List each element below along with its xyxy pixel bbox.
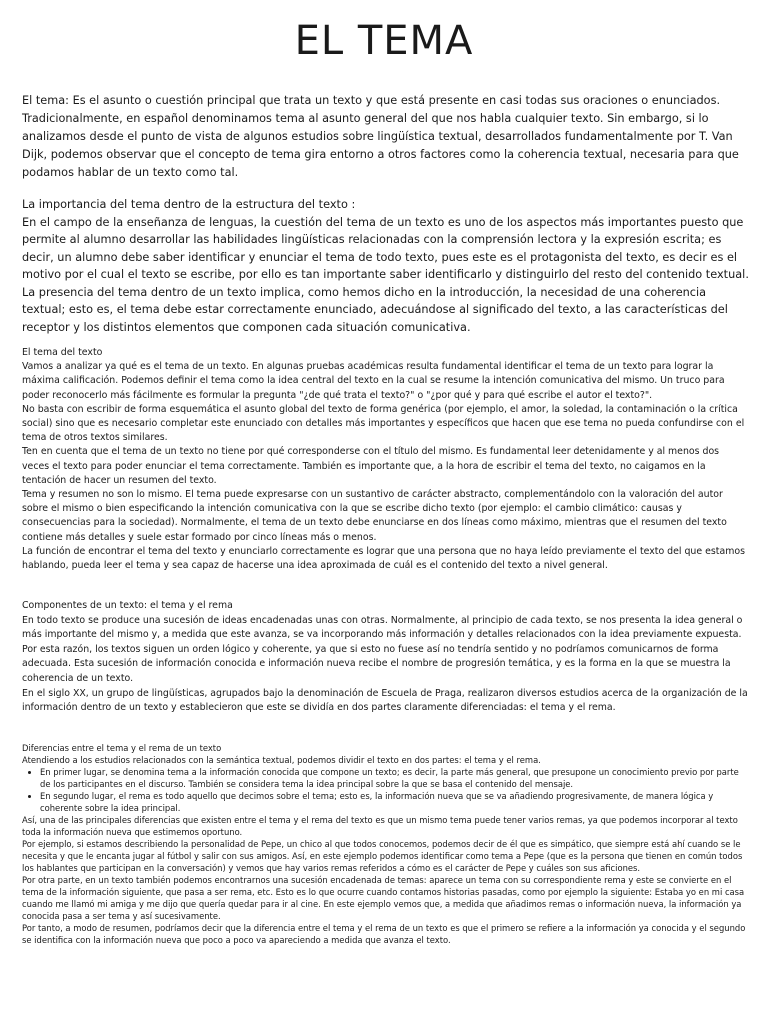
- componentes-paragraph-1: En todo texto se produce una sucesión de ideas encadenadas unas con otras. Normalmente, al principio de cada texto, se nos presenta la idea general o más importante del mismo y, a medida que este avanza, se va incorporando más información y detalles relacionados con la idea previamente expuesta.: [22, 614, 743, 641]
- tema-del-texto-paragraph-4: Tema y resumen no son lo mismo. El tema puede expresarse con un sustantivo de carácter abstracto, complementándolo con la valoración del autor sobre el mismo o bien especificando la intención comunicativa con la que se escribe dicho texto (por ejemplo: el cambio climático: causas y consecuencias para la sociedad). Normalmente, el tema de un texto debe enunciarse en dos líneas como máximo, mientras que el resumen del texto contiene más detalles y suele estar formado por cinco líneas más o menos.: [22, 489, 727, 543]
- diferencias-intro: Atendiendo a los estudios relacionados con la semántica textual, podemos dividir el texto en dos partes: el tema y el rema.: [22, 755, 541, 765]
- tema-del-texto-section: [22, 346, 748, 573]
- tema-del-texto-paragraph-1: Vamos a analizar ya qué es el tema de un texto. En algunas pruebas académicas resulta fundamental identificar el tema de un texto para lograr la máxima calificación. Podemos definir el tema como la idea central del texto en la cual se resume la intención comunicativa del mismo. Un truco para poder reconocerlo más fácilmente es formular la pregunta "¿de qué trata el texto?" o "¿por qué y para qué escribe el autor el texto?".: [22, 361, 725, 401]
- componentes-paragraph-3: En el siglo XX, un grupo de lingüísticas, agrupados bajo la denominación de Escuela de Praga, realizaron diversos estudios acerca de la organización de la información dentro de un texto y establecieron que este se dividía en dos partes claramente diferenciadas: el tema y el rema.: [22, 687, 748, 714]
- componentes-heading: Componentes de un texto: el tema y el rema: [22, 600, 233, 611]
- diferencias-heading: Diferencias entre el tema y el rema de un texto: [22, 743, 222, 753]
- importance-section: [22, 196, 750, 336]
- tema-del-texto-paragraph-3: Ten en cuenta que el tema de un texto no tiene por qué corresponderse con el título del mismo. Es fundamental leer detenidamente y al menos dos veces el texto para poder enunciar el tema correctamente. También es importante que, a la hora de escribir el tema del texto, no caigamos en la tentación de hacer un resumen del texto.: [22, 446, 720, 486]
- componentes-paragraph-2: Por esta razón, los textos siguen un orden lógico y coherente, ya que si esto no fuese así no tendría sentido y no podríamos comunicarnos de forma adecuada. Esta sucesión de información conocida e información nueva recibe el nombre de progresión temática, y es la forma en la que se muestra la coherencia de un texto.: [22, 643, 731, 684]
- tema-del-texto-heading: El tema del texto: [22, 347, 103, 358]
- diferencias-paragraph-1: Así, una de las principales diferencias que existen entre el tema y el rema del texto es que un mismo tema puede tener varios remas, ya que podemos incorporar al texto toda la información nueva que estimemos oportuno.: [22, 815, 738, 837]
- diferencias-paragraph-2: Por ejemplo, si estamos describiendo la personalidad de Pepe, un chico al que todos conocemos, podemos decir de él que es simpático, que siempre está ahí cuando se le necesita y que le encanta jugar al fútbol y salir con sus amigos. Así, en este ejemplo podemos identificar como tema a Pepe (que es la persona que tienen en común todos los hablantes que participan en la conversación) y vemos que hay varios remas referidos a cómo es el carácter de Pepe y cuáles son sus aficiones.: [22, 839, 743, 873]
- tema-del-texto-paragraph-5: La función de encontrar el tema del texto y enunciarlo correctamente es lograr que una persona que no haya leído previamente el texto del que estamos hablando, pueda leer el tema y sea capaz de hacerse una idea aproximada de cuál es el contenido del texto a nivel general.: [22, 545, 745, 572]
- page-title: EL TEMA: [294, 18, 474, 64]
- list-item: • En segundo lugar, el rema es todo aquello que decimos sobre el tema; esto es, la información nueva que se va añadiendo progresivamente, de manera lógica y coherente sobre la idea principal.: [40, 790, 748, 814]
- diferencias-bullet-list: [22, 766, 748, 814]
- tema-del-texto-paragraph-2: No basta con escribir de forma esquemática el asunto global del texto de forma genérica (por ejemplo, el amor, la soledad, la contaminación o la crítica social) sino que es necesario completar este enunciado con detalles más importantes y específicos que hacen que ese tema no pueda confundirse con el tema de otros textos similares.: [22, 403, 745, 444]
- diferencias-paragraph-3: Por otra parte, en un texto también podemos encontrarnos una sucesión encadenada de temas: aparece un tema con su correspondiente rema y este se convierte en el tema de la información siguiente, que pasa a ser rema, etc. Esto es lo que ocurre cuando contamos historias pasadas, como por ejemplo la siguiente: Estaba yo en mi casa cuando me llamó mi amiga y me dijo que quería quedar para ir al cine. En este ejemplo vemos que, a medida que añadimos remas o información nueva, la información ya conocida pasa a ser tema y así sucesivamente.: [22, 875, 745, 921]
- diferencias-paragraph-4: Por tanto, a modo de resumen, podríamos decir que la diferencia entre el tema y el rema de un texto es que el primero se refiere a la información ya conocida y el segundo se identifica con la información nueva que poco a poco va apareciendo a medida que avanza el texto.: [22, 923, 746, 945]
- list-item: • En primer lugar, se denomina tema a la información conocida que compone un texto; es decir, la parte más general, que presupone un conocimiento previo por parte de los participantes en el discurso. También se considera tema la idea principal sobre la que se basa el contenido del mensaje.: [40, 766, 748, 790]
- importance-paragraph-2: La presencia del tema dentro de un texto implica, como hemos dicho en la introducción, la necesidad de una coherencia textual; esto es, el tema debe estar correctamente enunciado, adecuándose al significado del texto, a las características del receptor y los distintos elementos que componen cada situación comunicativa.: [22, 285, 728, 334]
- diferencias-section: [22, 742, 748, 946]
- intro-paragraph: El tema: Es el asunto o cuestión principal que trata un texto y que está presente en casi todas sus oraciones o enunciados. Tradicionalmente, en español denominamos tema al asunto general del que nos habla cualquier texto. Sin embargo, si lo analizamos desde el punto de vista de algunos estudios sobre lingüística textual, desarrollados fundamentalmente por T. Van Dijk, podemos observar que el concepto de tema gira entorno a otros factores como la coherencia textual, necesaria para que podamos hablar de un texto como tal.: [22, 94, 739, 179]
- importance-heading: La importancia del tema dentro de la estructura del texto :: [22, 198, 356, 211]
- importance-paragraph-1: En el campo de la enseñanza de lenguas, la cuestión del tema de un texto es uno de los aspectos más importantes puesto que permite al alumno desarrollar las habilidades lingüísticas relacionadas con la comprensión lectora y la expresión escrita; es decir, un alumno debe saber identificar y enunciar el tema de todo texto, pues este es el protagonista del texto, es decir es el motivo por el cual el texto se escribe, por ello es tan importante saber identificarlo y distinguirlo del resto del contenido textual.: [22, 215, 749, 281]
- componentes-section: [22, 599, 748, 716]
